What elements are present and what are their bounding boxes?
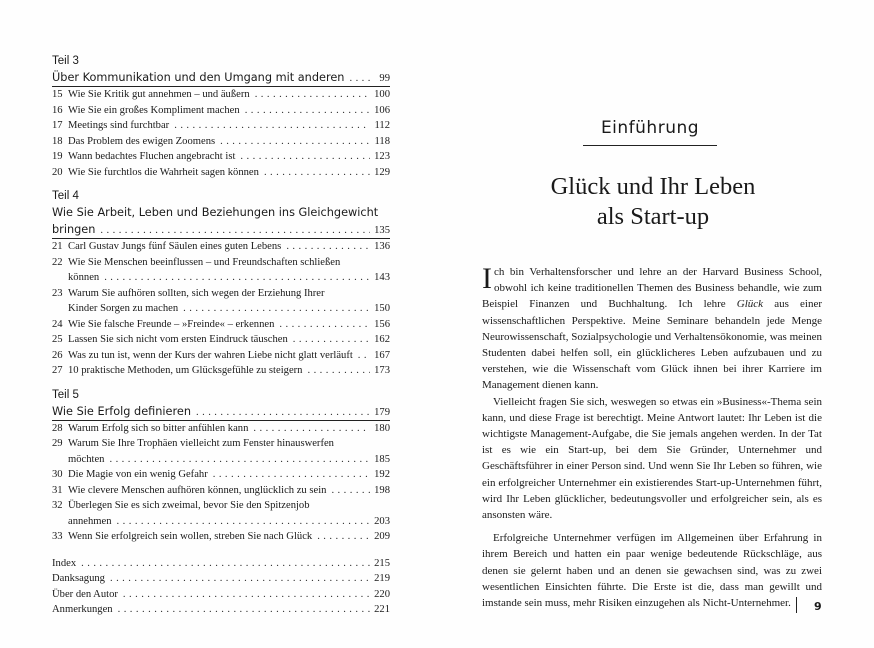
- toc-entry: [52, 452, 390, 468]
- toc-page-number: 143: [374, 272, 390, 283]
- toc-entry: [52, 332, 390, 348]
- toc-page-number: 198: [374, 484, 390, 496]
- toc-entry: [52, 483, 390, 499]
- emphasis: Glück: [736, 298, 764, 311]
- toc-spacer: [52, 545, 390, 556]
- toc-entry-title: können: [68, 272, 100, 283]
- paragraph-text: aus einer wissenschaftlichen Perspektive. Meine Seminare behandeln jede Menge Neurowissenschaft, Sozialpsychologie und Verhaltensökonomie, was meinen Studenten dabei helfen soll, ein glücklicheres Leben aufzubauen und zu verstehen, wie die Wissenschaft vom Glück ihnen bei ihrer Karriere im Management dienen kann.: [482, 298, 822, 392]
- toc-leader-dots: [235, 149, 370, 165]
- toc-page-number: 106: [374, 104, 390, 116]
- toc-part-title: [52, 221, 390, 239]
- toc-page-number: 220: [374, 588, 390, 600]
- toc-part-label: Teil 3: [52, 55, 79, 67]
- toc-entry-number: 33: [52, 531, 63, 542]
- toc-entry-title: Anmerkungen: [52, 604, 113, 615]
- table-of-contents: [52, 54, 390, 618]
- toc-entry-number: 29: [52, 438, 63, 449]
- toc-page-number: 136: [374, 241, 390, 252]
- toc-part-title-text: Wie Sie Arbeit, Leben und Beziehungen ins Gleichgewicht: [52, 206, 379, 219]
- toc-page-number: 219: [374, 573, 390, 584]
- chapter-title-line: als Start-up: [596, 203, 710, 230]
- toc-entry: [52, 286, 390, 302]
- toc-entry-title: annehmen: [68, 515, 112, 527]
- toc-entry-number: 23: [52, 287, 63, 299]
- paragraph: Erfolgreiche Unternehmer verfügen im Allgemeinen über Erfahrung in ihrem Bereich und hatten ein paar wenige bedeutende Rückschläge, aus denen sie gelernt haben und an denen sie gewachsen sind, was zu zwei wesentlichen Einsichten führte. Die Erste ist die, dass man gewillt und imstande sein muss, mehr Risiken einzugehen als Nicht-Unternehmer.: [482, 532, 822, 610]
- toc-entry-title: Was zu tun ist, wenn der Kurs der wahren Liebe nicht glatt verläuft: [68, 349, 353, 361]
- toc-entry-title: Wie Sie falsche Freunde – »Freinde« – erkennen: [68, 318, 275, 330]
- toc-entry-title: Danksagung: [52, 573, 105, 584]
- drop-cap: I: [482, 262, 492, 295]
- toc-leader-dots: [215, 134, 370, 150]
- toc-leader-dots: [104, 452, 370, 468]
- toc-entry-number: 27: [52, 365, 63, 376]
- toc-entry-title: 10 praktische Methoden, um Glücksgefühle zu steigern: [68, 365, 303, 376]
- toc-entry-title: Wie Sie ein großes Kompliment machen: [68, 104, 240, 116]
- toc-entry: [52, 270, 390, 286]
- toc-entry: [52, 255, 390, 271]
- page-number-rule: [796, 597, 797, 613]
- toc-entry: [52, 317, 390, 333]
- toc-entry-title: Wie clevere Menschen aufhören können, unglücklich zu sein: [68, 484, 327, 496]
- toc-entry-title: Die Magie von ein wenig Gefahr: [68, 469, 208, 480]
- toc-entry-number: 28: [52, 422, 63, 434]
- toc-entry: [52, 87, 390, 103]
- toc-leader-dots: [76, 556, 370, 572]
- toc-entry: [52, 165, 390, 181]
- toc-entry-title: Carl Gustav Jungs fünf Säulen eines guten Lebens: [68, 241, 282, 252]
- toc-leader-dots: [288, 332, 370, 348]
- toc-entry-title: Das Problem des ewigen Zoomens: [68, 135, 216, 147]
- toc-entry: [52, 529, 390, 545]
- toc-leader-dots: [113, 602, 370, 618]
- toc-part-title-text: bringen: [52, 223, 96, 236]
- toc-page-number: 209: [374, 531, 390, 542]
- toc-leader-dots: [302, 363, 370, 379]
- toc-entry: [52, 514, 390, 530]
- toc-entry-title: Meetings sind furchtbar: [68, 120, 170, 131]
- page-number: 9: [814, 600, 822, 613]
- toc-entry-title: Wann bedachtes Fluchen angebracht ist: [68, 151, 236, 162]
- toc-leader-dots: [99, 270, 370, 286]
- toc-entry-title: Index: [52, 557, 77, 569]
- toc-page-number: 173: [374, 365, 390, 376]
- toc-leader-dots: [178, 301, 370, 317]
- toc-entry-number: 20: [52, 166, 63, 178]
- toc-entry: [52, 118, 390, 134]
- toc-part-title: [52, 69, 390, 87]
- toc-entry: [52, 134, 390, 150]
- toc-part-title: [52, 204, 390, 221]
- toc-page-number: 156: [374, 318, 390, 330]
- toc-part-title-text: Über Kommunikation und den Umgang mit anderen: [52, 71, 345, 84]
- toc-leader-dots: [259, 165, 370, 181]
- toc-leader-dots: [326, 483, 370, 499]
- paragraph: [482, 264, 822, 394]
- toc-part-title-text: Wie Sie Erfolg definieren: [52, 404, 192, 418]
- toc-entry-number: 22: [52, 256, 63, 268]
- toc-page-number: 100: [374, 89, 390, 100]
- toc-entry-number: 16: [52, 104, 63, 116]
- toc-entry-number: 15: [52, 89, 63, 100]
- toc-entry-number: 26: [52, 349, 63, 361]
- toc-page-number: 185: [374, 453, 390, 465]
- toc-entry: [52, 103, 390, 119]
- toc-leader-dots: [105, 571, 370, 587]
- toc-entry: [52, 421, 390, 437]
- toc-part-label: Teil 5: [52, 388, 79, 401]
- toc-entry-number: 30: [52, 469, 63, 480]
- toc-leader-dots: [250, 87, 370, 103]
- toc-page-number: 203: [374, 515, 390, 527]
- toc-entry: [52, 498, 390, 514]
- toc-entry-title: Über den Autor: [52, 588, 118, 600]
- toc-spacer: [52, 180, 390, 189]
- toc-entry-number: 31: [52, 484, 63, 496]
- toc-leader-dots: [208, 467, 370, 483]
- toc-leader-dots: [118, 587, 370, 603]
- toc-leader-dots: [312, 529, 370, 545]
- toc-entry: [52, 239, 390, 255]
- toc-entry: [52, 149, 390, 165]
- toc-page-number: 167: [374, 349, 390, 361]
- toc-entry-number: 32: [52, 500, 63, 511]
- toc-leader-dots: [240, 103, 370, 119]
- toc-entry-title: Kinder Sorgen zu machen: [68, 303, 179, 314]
- toc-page-number: 135: [374, 225, 390, 236]
- toc-page-number: 221: [374, 604, 390, 615]
- toc-leader-dots: [112, 514, 370, 530]
- toc-leader-dots: [169, 118, 370, 134]
- toc-entry-number: 17: [52, 120, 63, 131]
- toc-entry-title: Lassen Sie sich nicht vom ersten Eindruck täuschen: [68, 334, 288, 345]
- chapter-label: Einführung: [583, 118, 717, 146]
- toc-page-number: 123: [374, 151, 390, 162]
- toc-entry: [52, 301, 390, 317]
- toc-page-number: 150: [374, 303, 390, 314]
- toc-page-number: 215: [374, 557, 390, 569]
- toc-entry-title: möchten: [68, 453, 105, 465]
- toc-leader-dots: [274, 317, 370, 333]
- toc-page-number: 180: [374, 422, 390, 434]
- toc-entry: [52, 436, 390, 452]
- toc-page-number: 192: [374, 469, 390, 480]
- toc-leader-dots: [248, 421, 370, 437]
- chapter-title-line: Glück und Ihr Leben: [550, 173, 756, 200]
- toc-entry-title: Warum Sie aufhören sollten, sich wegen der Erziehung Ihrer: [68, 287, 325, 299]
- toc-leader-dots: [344, 70, 370, 87]
- toc-entry-title: Wie Sie Kritik gut annehmen – und äußern: [68, 89, 250, 100]
- toc-back-matter-entry: [52, 602, 390, 618]
- toc-entry: [52, 467, 390, 483]
- toc-page-number: 118: [374, 135, 390, 147]
- toc-page-number: 99: [379, 73, 390, 84]
- toc-back-matter-entry: [52, 556, 390, 572]
- toc-leader-dots: [95, 222, 370, 239]
- toc-leader-dots: [353, 348, 370, 364]
- toc-back-matter-entry: [52, 587, 390, 603]
- toc-entry-number: 18: [52, 135, 63, 147]
- toc-leader-dots: [281, 239, 370, 255]
- toc-spacer: [52, 379, 390, 388]
- chapter-title: [480, 172, 826, 232]
- toc-part-label: Teil 4: [52, 190, 79, 202]
- toc-entry-number: 21: [52, 241, 63, 252]
- toc-entry-number: 19: [52, 151, 63, 162]
- toc-leader-dots: [191, 404, 370, 421]
- toc-entry: [52, 363, 390, 379]
- toc-entry-title: Wie Sie Menschen beeinflussen – und Freundschaften schließen: [68, 256, 341, 268]
- body-text: [482, 264, 822, 611]
- toc-entry-number: 24: [52, 318, 63, 330]
- toc-entry-title: Warum Erfolg sich so bitter anfühlen kann: [68, 422, 249, 434]
- toc-part-title: [52, 403, 390, 421]
- toc-page-number: 162: [374, 334, 390, 345]
- toc-entry-title: Wenn Sie erfolgreich sein wollen, streben Sie nach Glück: [68, 531, 313, 542]
- paragraph: Vielleicht fragen Sie sich, weswegen so etwas ein »Business«-Thema sein kann, und diese Frage ist berechtigt. Meine Antwort lautet: Ihr Leben ist die wichtigste Management-Aufgabe, die Sie jemals angehen werden. In der Tat ist es wie ein Start-up, bei dem Sie Gründer, Unternehmer und Geschäftsführer in einer Person sind. Und wenn Sie Ihr Leben so führen, wie ein erfolgreicher Unternehmer ein existierendes Start-up-Unternehmen führt, wird Ihr Leben glücklicher, bedeutungsvoller und erfolgreicher sein, als es ansonsten wäre.: [482, 395, 822, 522]
- toc-entry-number: 25: [52, 334, 63, 345]
- toc-entry: [52, 348, 390, 364]
- toc-entry-title: Wie Sie furchtlos die Wahrheit sagen können: [68, 166, 259, 178]
- toc-page-number: 129: [374, 166, 390, 178]
- toc-page-number: 179: [374, 406, 390, 418]
- toc-entry-title: Warum Sie Ihre Trophäen vielleicht zum Fenster hinauswerfen: [68, 438, 334, 449]
- toc-page-number: 112: [374, 120, 390, 131]
- toc-back-matter-entry: [52, 571, 390, 587]
- toc-entry-title: Überlegen Sie es sich zweimal, bevor Sie den Spitzenjob: [68, 500, 310, 511]
- paragraph-text: ch bin Verhaltensforscher und lehre an der Harvard Business School, obwohl ich keine traditionellen Themen des Business behandle, wie zum Beispiel Finanzen und Buchhaltung. Ich lehre: [482, 266, 822, 311]
